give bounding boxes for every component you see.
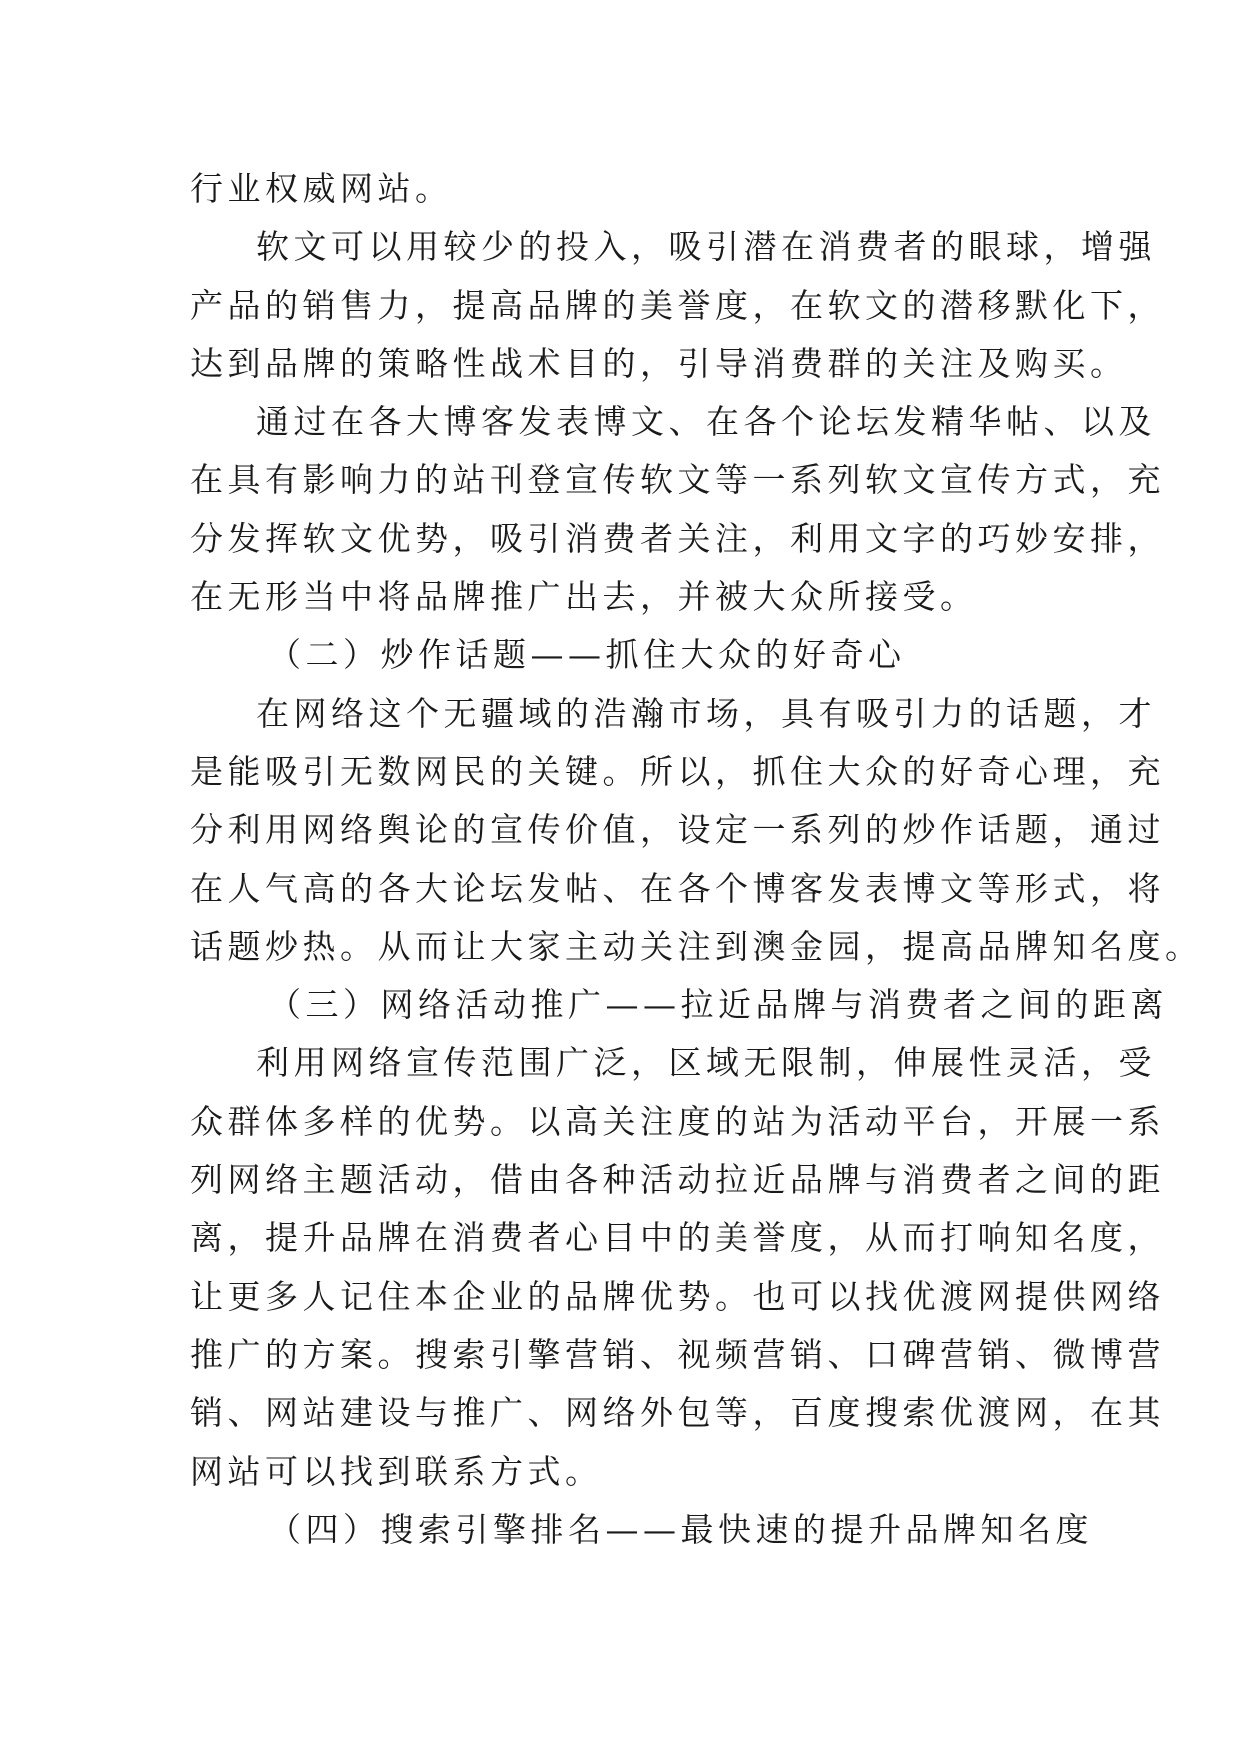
text-line: 列网络主题活动，借由各种活动拉近品牌与消费者之间的距 — [190, 1160, 1165, 1200]
section-heading: （三）网络活动推广——拉近品牌与消费者之间的距离 — [268, 985, 1168, 1025]
text-line: 销、网站建设与推广、网络外包等，百度搜索优渡网，在其 — [190, 1393, 1165, 1433]
text-line: 分利用网络舆论的宣传价值，设定一系列的炒作话题，通过 — [190, 810, 1165, 850]
text-line: 分发挥软文优势，吸引消费者关注，利用文字的巧妙安排， — [190, 518, 1165, 558]
section-heading: （二）炒作话题——抓住大众的好奇心 — [268, 635, 906, 675]
text-line: 在无形当中将品牌推广出去，并被大众所接受。 — [190, 577, 978, 617]
text-line: 推广的方案。搜索引擎营销、视频营销、口碑营销、微博营 — [190, 1334, 1165, 1374]
text-line: 达到品牌的策略性战术目的，引导消费群的关注及购买。 — [190, 343, 1128, 383]
text-line: 网站可以找到联系方式。 — [190, 1451, 603, 1491]
paragraph-first-line: 利用网络宣传范围广泛，区域无限制，伸展性灵活，受 — [256, 1043, 1156, 1083]
text-line: 离，提升品牌在消费者心目中的美誉度，从而打响知名度， — [190, 1218, 1165, 1258]
paragraph-first-line: 在网络这个无疆域的浩瀚市场，具有吸引力的话题，才 — [256, 693, 1156, 733]
paragraph-first-line: 通过在各大博客发表博文、在各个论坛发精华帖、以及 — [256, 402, 1156, 442]
text-line: 在人气高的各大论坛发帖、在各个博客发表博文等形式，将 — [190, 868, 1165, 908]
text-line: 让更多人记住本企业的品牌优势。也可以找优渡网提供网络 — [190, 1276, 1165, 1316]
text-line: 是能吸引无数网民的关键。所以，抓住大众的好奇心理，充 — [190, 751, 1165, 791]
text-line: 话题炒热。从而让大家主动关注到澳金园，提高品牌知名度。 — [190, 926, 1203, 966]
paragraph-first-line: 软文可以用较少的投入，吸引潜在消费者的眼球，增强 — [256, 227, 1156, 267]
text-line: 众群体多样的优势。以高关注度的站为活动平台，开展一系 — [190, 1101, 1165, 1141]
text-line: 产品的销售力，提高品牌的美誉度，在软文的潜移默化下， — [190, 285, 1165, 325]
section-heading: （四）搜索引擎排名——最快速的提升品牌知名度 — [268, 1509, 1093, 1549]
body-text — [190, 160, 1203, 1559]
text-line: 在具有影响力的站刊登宣传软文等一系列软文宣传方式，充 — [190, 460, 1165, 500]
text-line: 行业权威网站。 — [190, 169, 453, 208]
